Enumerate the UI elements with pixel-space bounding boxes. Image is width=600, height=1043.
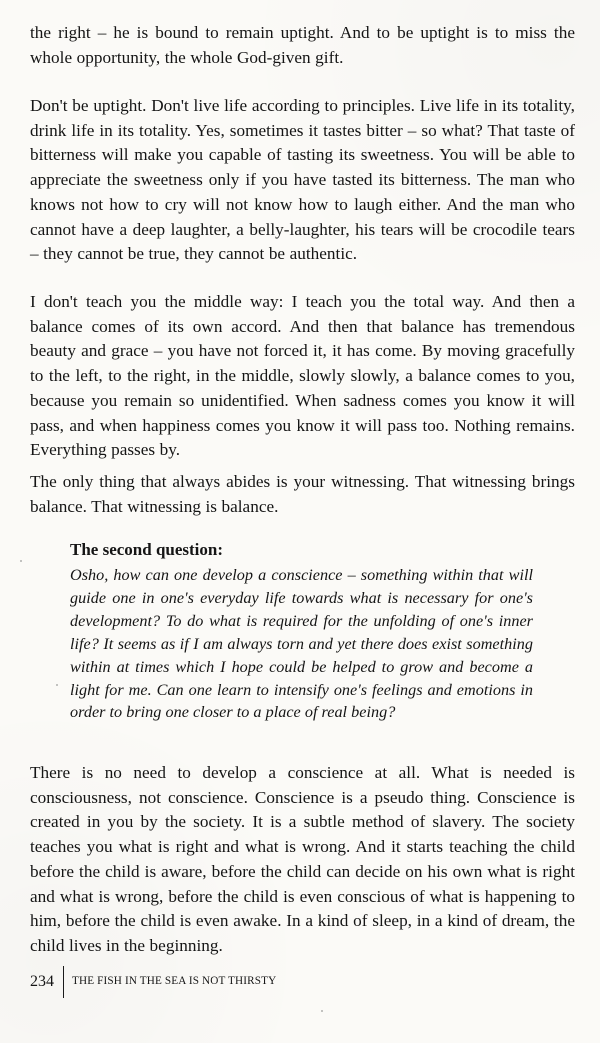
paragraph-conscience: There is no need to develop a conscience at all. What is needed is consciousness, not conscience. Conscience is a pseudo thing. Conscience is created in you by the society. It is a subtle method of slavery. The society teaches you what is right and what is wrong. And it starts teaching the child before the child is aware, before the child can decide on his own what is right and what is wrong, before the child is even conscious of what is happening to him, before the child is even awake. In a kind of sleep, in a kind of dream, the child lives in the beginning. — [30, 763, 575, 955]
footer-divider — [63, 966, 64, 998]
page-footer — [30, 970, 276, 994]
paper-speck — [56, 684, 58, 686]
question-body: Osho, how can one develop a conscience – something within that will guide one in one's everyday life towards what is necessary for one's development? To do what is required for the unfolding of one's inner life? It seems as if I am always torn and yet there does exist something within at times which I hope could be helped to grow and become a light for me. Can one learn to intensify one's feelings and emotions in order to bring one closer to a place of real being? — [70, 566, 533, 722]
running-title: THE FISH IN THE SEA IS NOT THIRSTY — [72, 975, 277, 988]
paragraph-witnessing: The only thing that always abides is your witnessing. That witnessing brings balance. That witnessing is balance. — [30, 472, 575, 516]
paragraph-uptight: Don't be uptight. Don't live life according to principles. Live life in its totality, drink life in its totality. Yes, sometimes it tastes bitter – so what? That taste of bitterness will make you capable of tasting its sweetness. You will be able to appreciate the sweetness only if you have tasted its bitterness. The man who knows not how to cry will not know how to laugh either. And the man who cannot have a deep laughter, a belly-laughter, his tears will be crocodile tears – they cannot be true, they cannot be authentic. — [30, 96, 575, 264]
question-section — [70, 539, 575, 724]
paragraph-total-way: I don't teach you the middle way: I teach you the total way. And then a balance comes of its own accord. And then that balance has tremendous beauty and grace – you have not forced it, it has come. By moving gracefully to the left, to the right, in the middle, slowly slowly, a balance comes to you, because you remain so unidentified. When sadness comes you know it will pass, and when happiness comes you know it will pass too. Nothing remains. Everything passes by. — [30, 292, 575, 460]
paper-speck — [20, 560, 22, 562]
paragraph-opening: the right – he is bound to remain uptight. And to be uptight is to miss the whole opportunity, the whole God-given gift. — [30, 23, 575, 67]
question-heading: The second question: — [70, 540, 224, 559]
paper-speck — [321, 1010, 323, 1012]
page-number: 234 — [30, 973, 54, 990]
